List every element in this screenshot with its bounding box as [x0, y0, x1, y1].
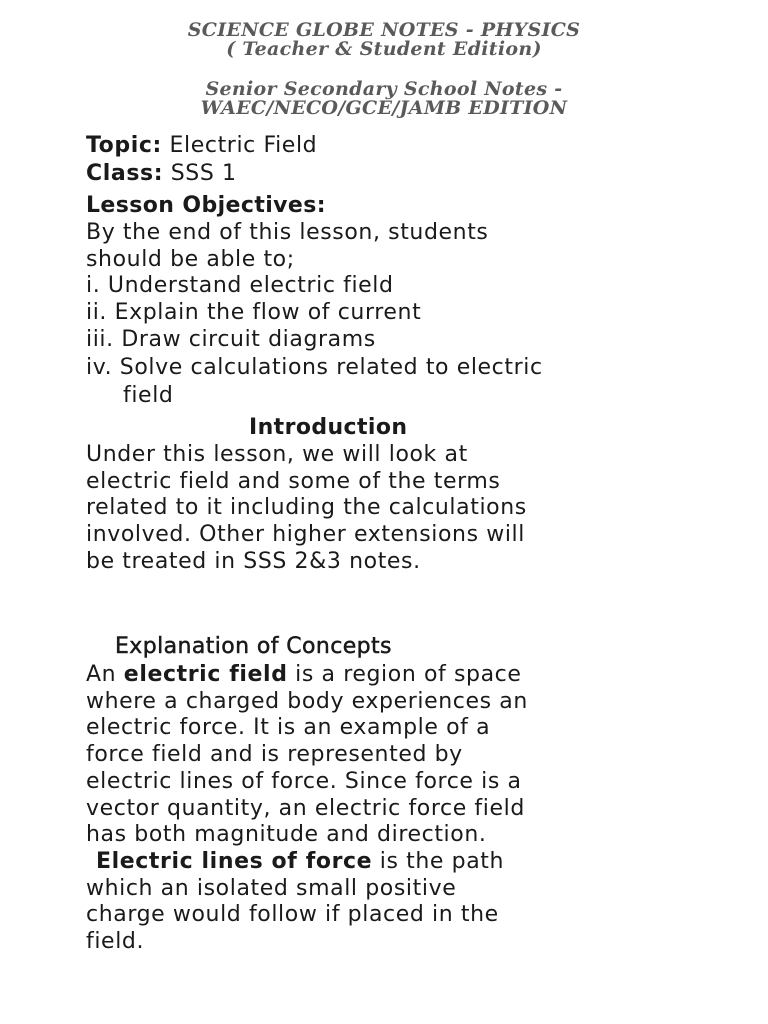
introduction-paragraph: [86, 442, 696, 576]
paragraph-line: charge would follow if placed in the: [86, 902, 499, 928]
objective-item-continuation: field: [123, 383, 174, 408]
objectives-intro-line: should be able to;: [86, 247, 295, 272]
objective-item: ii. Explain the flow of current: [86, 300, 422, 325]
introduction-heading: Introduction: [249, 415, 408, 440]
header-exam-edition: WAEC/NECO/GCE/JAMB EDITION: [200, 97, 568, 119]
concepts-heading: Explanation of Concepts: [115, 634, 392, 659]
paragraph-line: involved. Other higher extensions will: [86, 522, 525, 548]
lines-of-force-definition: [86, 849, 696, 956]
paragraph-line: force field and is represented by: [86, 742, 463, 768]
paragraph-line: [86, 662, 696, 689]
paragraph-line: field.: [86, 929, 145, 955]
objective-item: iv. Solve calculations related to electric: [86, 355, 543, 380]
text-run: An: [86, 662, 124, 687]
objectives-intro-line: By the end of this lesson, students: [86, 220, 489, 245]
topic-line: [86, 133, 317, 158]
paragraph-line: has both magnitude and direction.: [86, 822, 487, 848]
topic-value: Electric Field: [161, 133, 318, 158]
electric-field-definition: [86, 662, 696, 849]
term-electric-lines-of-force: Electric lines of force: [96, 849, 373, 874]
term-electric-field: electric field: [123, 662, 288, 687]
header-title: SCIENCE GLOBE NOTES - PHYSICS: [187, 19, 581, 41]
paragraph-line: vector quantity, an electric force field: [86, 795, 525, 821]
objective-item: iii. Draw circuit diagrams: [86, 327, 376, 352]
class-label: Class:: [86, 161, 164, 186]
paragraph-line: Under this lesson, we will look at: [86, 442, 468, 467]
topic-label: Topic:: [86, 133, 162, 158]
text-run: is a region of space: [287, 662, 522, 687]
paragraph-line: [86, 849, 696, 876]
paragraph-line: electric lines of force. Since force is a: [86, 768, 522, 794]
paragraph-line: where a charged body experiences an: [86, 688, 528, 714]
paragraph-line: electric force. It is an example of a: [86, 715, 491, 741]
paragraph-line: related to it including the calculations: [86, 495, 527, 521]
text-run: is the path: [372, 849, 505, 874]
objective-item: i. Understand electric field: [86, 273, 394, 298]
header-edition: ( Teacher & Student Edition): [226, 38, 542, 60]
paragraph-line: which an isolated small positive: [86, 875, 457, 901]
paragraph-line: be treated in SSS 2&3 notes.: [86, 548, 421, 574]
objectives-heading: Lesson Objectives:: [86, 193, 326, 218]
class-line: [86, 161, 237, 186]
paragraph-line: electric field and some of the terms: [86, 468, 501, 494]
class-value: SSS 1: [163, 161, 237, 186]
header-subtitle: Senior Secondary School Notes -: [205, 78, 563, 100]
